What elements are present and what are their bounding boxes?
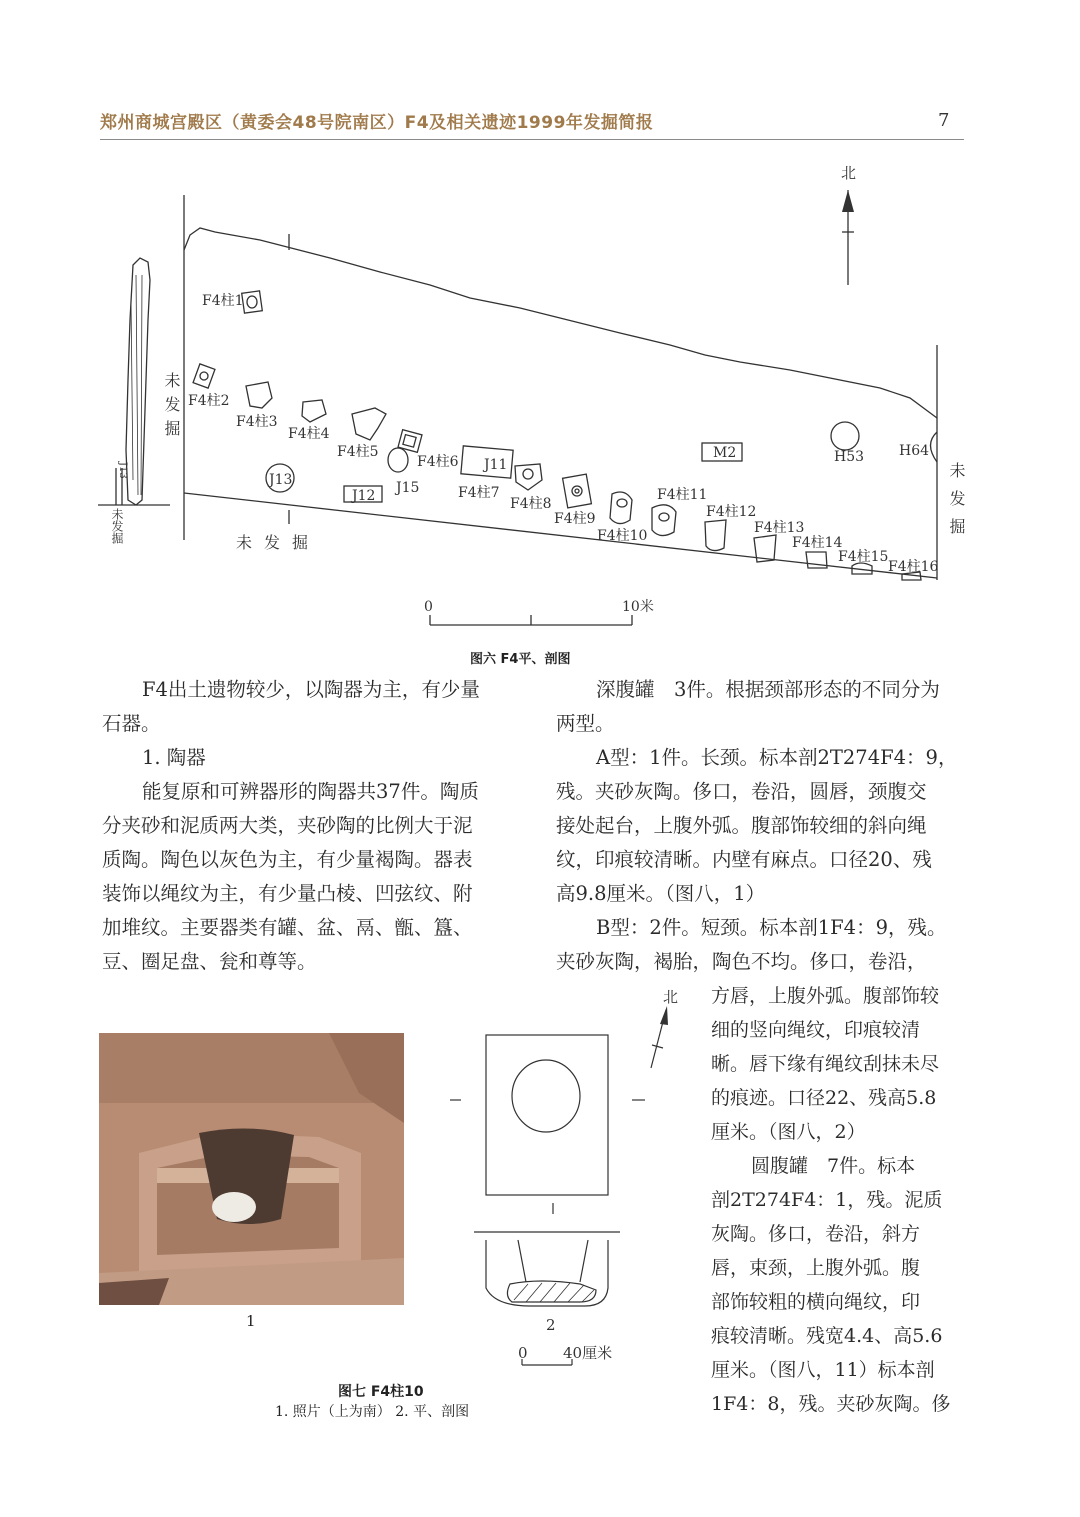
figure7-subcaption: 1. 照片（上为南） 2. 平、剖图 [275,1404,470,1420]
label-z6: F4柱6 [417,454,459,470]
left-column-text [102,673,507,979]
text-line: A型：1件。长颈。标本剖2T274F4：9， [596,746,958,769]
label-z7: F4柱7 [458,485,500,501]
figure7-label-2: 2 [546,1316,556,1334]
right-column-text [556,673,966,979]
text-line: 接处起台，上腹外弧。腹部饰较细的斜向绳 [556,814,927,837]
text-line: 的痕迹。口径22、残高5.8 [711,1087,937,1109]
figure6-caption: 图六 F4平、剖图 [470,652,571,667]
label-z14: F4柱14 [792,535,843,551]
profile-j13-label: J13 [117,462,128,479]
unexcavated-profile-label: 未发掘 [110,508,124,544]
right-narrow-column-text [711,979,966,1421]
running-header-title: 郑州商城宫殿区（黄委会48号院南区）F4及相关遗迹1999年发掘简报 [100,113,654,133]
scale-end-label: 10米 [622,599,654,615]
text-line: 分夹砂和泥质两大类，夹砂陶的比例大于泥 [102,814,473,837]
text-line: 1F4：8，残。夹砂灰陶。侈 [711,1393,951,1415]
label-z4: F4柱4 [288,426,330,442]
label-z12: F4柱12 [706,504,757,520]
section-heading: 1. 陶器 [142,746,206,769]
text-line: 部饰较粗的横向绳纹，印 [711,1291,921,1313]
label-h53: H53 [834,449,865,465]
text-line: 圆腹罐 7件。标本 [751,1155,916,1177]
text-line: 晰。唇下缘有绳纹刮抹未尽 [711,1053,940,1075]
text-line: 灰陶。侈口，卷沿，斜方 [711,1223,921,1245]
label-z9: F4柱9 [554,511,596,527]
text-line: 高9.8厘米。（图八，1） [556,882,766,905]
label-z3: F4柱3 [236,414,278,430]
scale-start-label: 0 [424,599,433,615]
text-line: 石器。 [102,712,161,735]
label-j11: J11 [484,457,508,473]
unexcavated-bottom-label: 未发掘 [236,533,321,552]
label-z1: F4柱1 [202,293,244,309]
label-m2: M2 [713,445,737,461]
unexcavated-left-label: 未发掘 [162,372,181,444]
label-z11: F4柱11 [657,487,708,503]
figure6-north-label: 北 [841,164,857,182]
text-line: 装饰以绳纹为主，有少量凸棱、凹弦纹、附 [102,882,473,905]
figure7-label-1: 1 [246,1312,256,1330]
label-z15: F4柱15 [838,549,889,565]
figure7-caption: 图七 F4柱10 [338,1384,424,1400]
header-rule [100,139,964,140]
label-z8: F4柱8 [510,496,552,512]
text-line: 方唇，上腹外弧。腹部饰较 [711,985,940,1007]
text-line: 质陶。陶色以灰色为主，有少量褐陶。器表 [102,848,473,871]
text-line: 豆、圈足盘、瓮和尊等。 [102,950,317,973]
unexcavated-right-label: 未发掘 [947,462,966,546]
text-line: 厘米。（图八，11）标本剖 [711,1359,935,1381]
label-z5: F4柱5 [337,444,379,460]
label-h64: H64 [899,443,930,459]
text-line: B型：2件。短颈。标本剖1F4：9，残。 [596,916,947,939]
text-line: 厘米。（图八，2） [711,1121,866,1143]
text-line: 唇，束颈，上腹外弧。腹 [711,1257,921,1279]
page-number: 7 [938,110,950,131]
label-j12: J12 [352,488,376,504]
figure7-plan-section-drawing [440,985,679,1375]
label-j13: J13 [269,472,293,488]
text-line: 能复原和可辨器形的陶器共37件。陶质 [142,780,479,803]
text-line: 两型。 [556,712,615,735]
text-line: F4出土遗物较少，以陶器为主，有少量 [142,678,480,701]
text-line: 深腹罐 3件。根据颈部形态的不同分为 [596,678,940,701]
figure7-scale-start: 0 [518,1344,528,1362]
text-line: 纹，印痕较清晰。内壁有麻点。口径20、残 [556,848,932,871]
text-line: 痕较清晰。残宽4.4、高5.6 [711,1325,943,1347]
figure7-north-label: 北 [663,988,679,1006]
label-z10: F4柱10 [597,528,648,544]
text-line: 夹砂灰陶，褐胎，陶色不均。侈口，卷沿， [556,950,927,973]
text-line: 剖2T274F4：1，残。泥质 [711,1189,943,1211]
label-z2: F4柱2 [188,393,230,409]
label-z16: F4柱16 [888,559,939,575]
figure6-plan-drawing [0,150,1080,660]
text-line: 残。夹砂灰陶。侈口，卷沿，圆唇，颈腹交 [556,780,927,803]
figure7-photo [99,1033,404,1305]
label-z13: F4柱13 [754,520,805,536]
label-j15: J15 [396,480,420,496]
text-line: 细的竖向绳纹，印痕较清 [711,1019,921,1041]
figure7-scale-end: 40厘米 [563,1344,613,1362]
text-line: 加堆纹。主要器类有罐、盆、鬲、甑、簋、 [102,916,473,939]
